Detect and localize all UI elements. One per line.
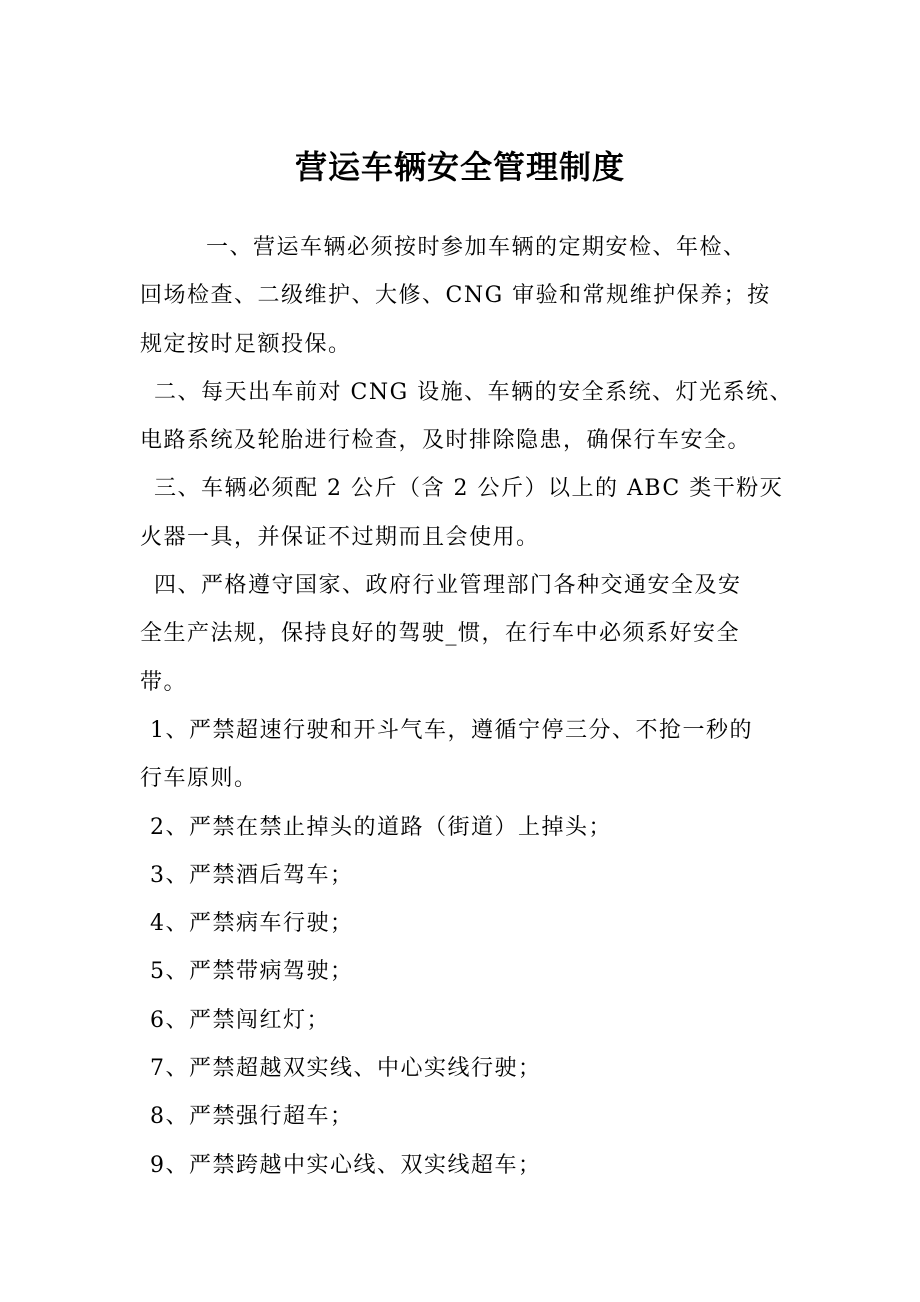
text-line: 7、严禁超越双实线、中心实线行驶； [150, 1056, 542, 1082]
paragraph-3 [140, 465, 790, 562]
text-line: 火器一具，并保证不过期而且会使用。 [140, 524, 540, 550]
text-line: 电路系统及轮胎进行检查，及时排除隐患，确保行车安全。 [140, 428, 752, 454]
text-line: 8、严禁强行超车； [150, 1104, 354, 1130]
rule-7 [140, 1045, 790, 1093]
rule-1 [140, 707, 790, 804]
text-line: 2、严禁在禁止掉头的道路（街道）上掉头； [150, 814, 612, 840]
text-line: 4、严禁病车行驶； [150, 911, 354, 937]
rule-8 [140, 1093, 790, 1141]
document-body [140, 224, 794, 1190]
document-title: 营运车辆安全管理制度 [294, 148, 625, 186]
rule-3 [140, 852, 790, 900]
rule-4 [140, 900, 790, 948]
text-line: 四、严格遵守国家、政府行业管理部门各种交通安全及安 [154, 573, 742, 599]
rule-5 [140, 948, 790, 996]
text-line: 一、营运车辆必须按时参加车辆的定期安检、年检、 [206, 235, 747, 260]
text-line: 1、严禁超速行驶和开斗气车，遵循宁停三分、不抢一秒的 [150, 717, 753, 743]
rule-2 [140, 804, 790, 852]
text-line: 二、每天出车前对 CNG 设施、车辆的安全系统、灯光系统、 [154, 379, 794, 405]
text-line: 3、严禁酒后驾车； [150, 862, 354, 888]
text-line: 规定按时足额投保。 [140, 331, 352, 357]
rule-6 [140, 997, 790, 1045]
paragraph-2 [140, 369, 794, 466]
text-line: 6、严禁闯红灯； [150, 1007, 330, 1033]
text-line: 行车原则。 [140, 766, 258, 792]
text-line: 9、严禁跨越中实心线、双实线超车； [150, 1152, 542, 1178]
text-line: 三、车辆必须配 2 公斤（含 2 公斤）以上的 ABC 类干粉灭 [154, 476, 784, 502]
text-line: 全生产法规，保持良好的驾驶_惯，在行车中必须系好安全 [140, 621, 741, 647]
paragraph-1 [140, 224, 790, 369]
text-line: 带。 [140, 669, 188, 695]
rule-9 [140, 1142, 790, 1190]
text-line: 回场检查、二级维护、大修、CNG 审验和常规维护保养；按 [140, 283, 771, 309]
paragraph-4 [140, 562, 790, 707]
text-line: 5、严禁带病驾驶； [150, 959, 354, 985]
